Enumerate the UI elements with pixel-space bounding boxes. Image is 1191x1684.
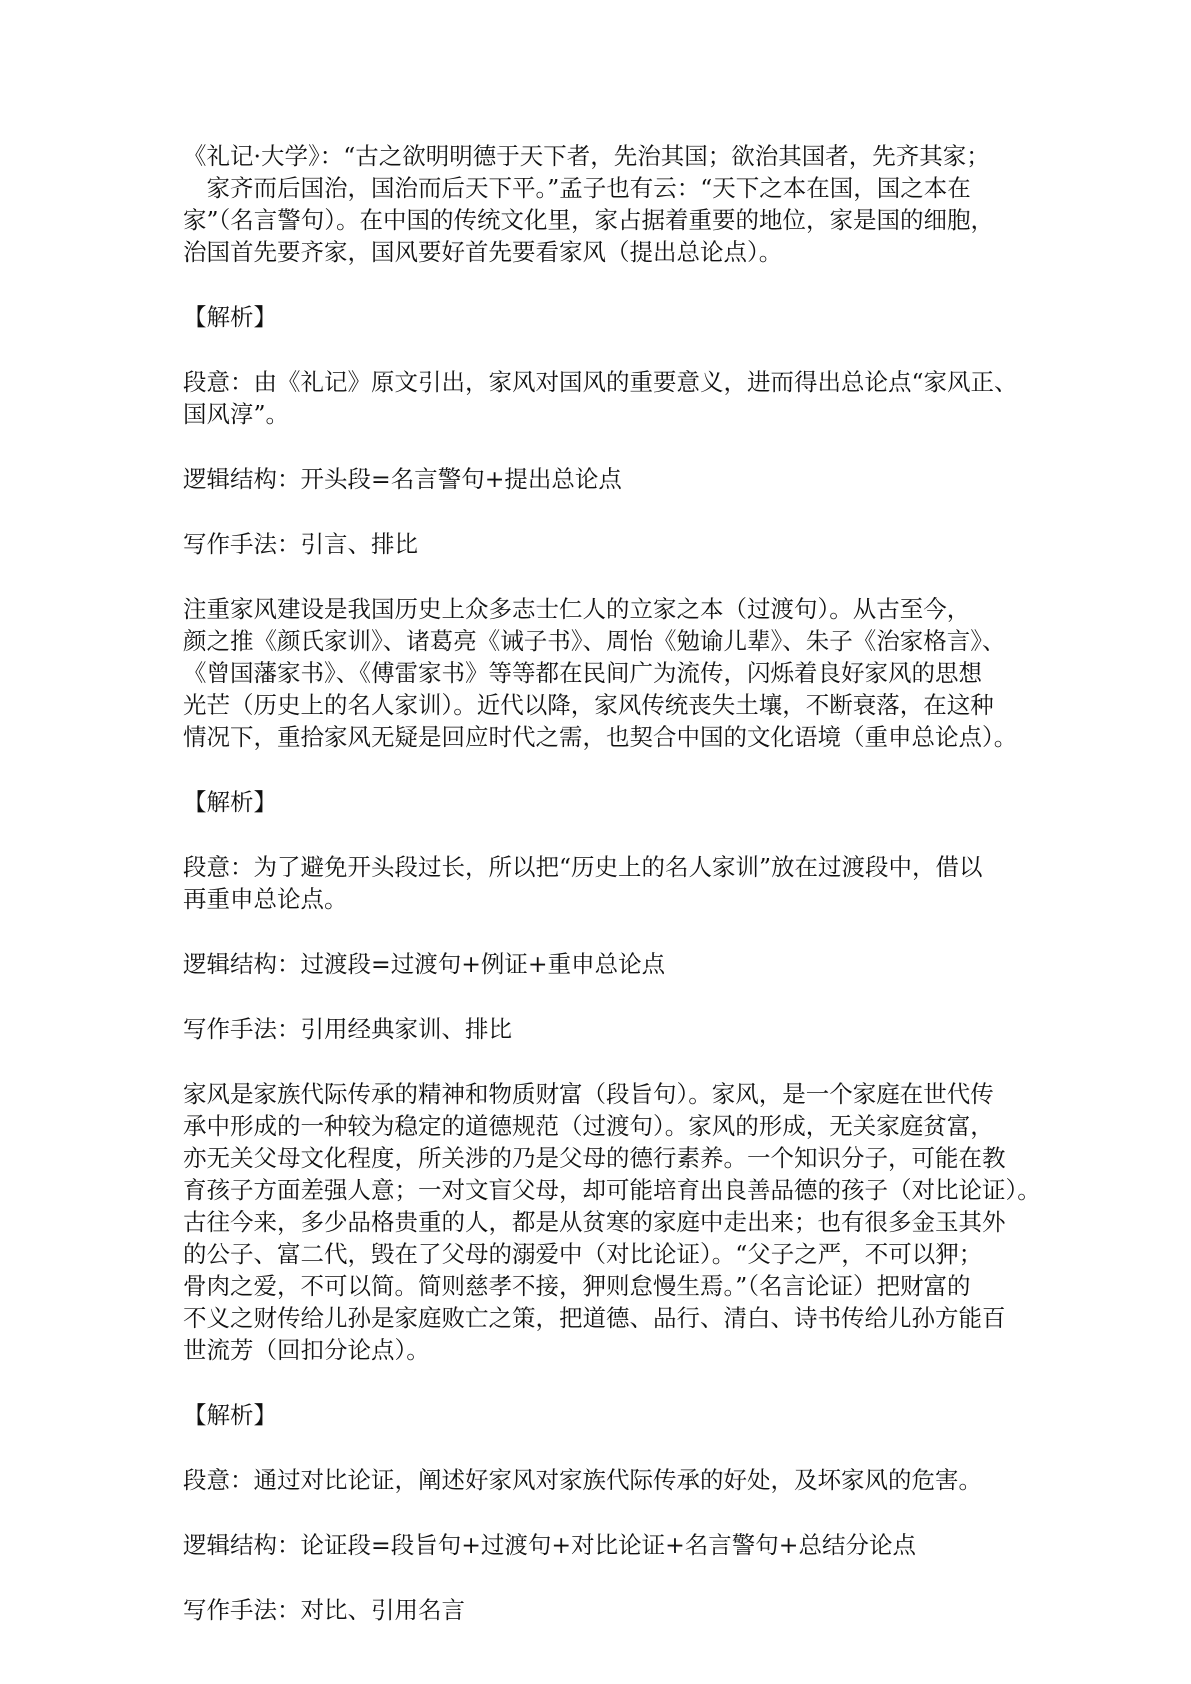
text-line: 家风是家族代际传承的精神和物质财富（段旨句）。家风，是一个家庭在世代传: [183, 1080, 994, 1108]
logic-structure: 逻辑结构：过渡段=过渡句+例证+重申总论点: [183, 950, 666, 978]
text-line: 家齐而后国治，国治而后天下平。”孟子也有云：“天下之本在国，国之本在: [183, 174, 971, 202]
logic-structure: 逻辑结构：开头段=名言警句+提出总论点: [183, 465, 622, 493]
paragraph-transition: [183, 593, 1018, 753]
text-line: 情况下，重拾家风无疑是回应时代之需，也契合中国的文化语境（重申总论点）。: [183, 723, 1018, 751]
text-line: 育孩子方面差强人意；一对文盲父母，却可能培育出良善品德的孩子（对比论证）。: [183, 1176, 1041, 1204]
text-line: 家”（名言警句）。在中国的传统文化里，家占据着重要的地位，家是国的细胞，: [183, 206, 995, 234]
analysis-heading: 【解析】: [183, 303, 277, 331]
text-line: 颜之推《颜氏家训》、诸葛亮《诫子书》、周怡《勉谕儿辈》、朱子《治家格言》、: [183, 627, 1006, 655]
document-page: [183, 140, 1041, 1659]
text-line: 再重申总论点。: [183, 885, 348, 913]
writing-technique: 写作手法：对比、引用名言: [183, 1596, 465, 1624]
text-line: 世流芳（回扣分论点）。: [183, 1336, 430, 1364]
text-line: 承中形成的一种较为稳定的道德规范（过渡句）。家风的形成，无关家庭贫富，: [183, 1112, 994, 1140]
text-line: 治国首先要齐家，国风要好首先要看家风（提出总论点）。: [183, 238, 783, 266]
text-line: 古往今来，多少品格贵重的人，都是从贫寒的家庭中走出来；也有很多金玉其外: [183, 1208, 1006, 1236]
text-line: 亦无关父母文化程度，所关涉的乃是父母的德行素养。一个知识分子，可能在教: [183, 1144, 1006, 1172]
text-line: 段意：由《礼记》原文引出，家风对国风的重要意义，进而得出总论点“家风正、: [183, 368, 1018, 396]
analysis-heading: 【解析】: [183, 1401, 277, 1429]
paragraph-opening: [183, 140, 1013, 268]
text-line: 段意：为了避免开头段过长，所以把“历史上的名人家训”放在过渡段中，借以: [183, 853, 983, 881]
paragraph-meaning: [183, 366, 1018, 430]
text-line: 不义之财传给儿孙是家庭败亡之策，把道德、品行、清白、诗书传给儿孙方能百: [183, 1304, 1006, 1332]
text-line: 骨肉之爱，不可以简。简则慈孝不接，狎则怠慢生焉。”（名言论证）把财富的: [183, 1272, 971, 1300]
paragraph-argument: [183, 1078, 1041, 1366]
logic-structure: 逻辑结构：论证段=段旨句+过渡句+对比论证+名言警句+总结分论点: [183, 1531, 916, 1559]
paragraph-meaning: [183, 1464, 1013, 1496]
paragraph-meaning: [183, 851, 1013, 915]
text-line: 《礼记·大学》：“古之欲明明德于天下者，先治其国；欲治其国者，先齐其家；: [183, 142, 990, 170]
text-line: 国风淳”。: [183, 400, 290, 428]
writing-technique: 写作手法：引言、排比: [183, 530, 418, 558]
analysis-heading: 【解析】: [183, 788, 277, 816]
writing-technique: 写作手法：引用经典家训、排比: [183, 1015, 512, 1043]
text-line: 的公子、富二代，毁在了父母的溺爱中（对比论证）。“父子之严，不可以狎；: [183, 1240, 983, 1268]
text-line: 光芒（历史上的名人家训）。近代以降，家风传统丧失土壤，不断衰落，在这种: [183, 691, 994, 719]
text-line: 注重家风建设是我国历史上众多志士仁人的立家之本（过渡句）。从古至今，: [183, 595, 971, 623]
text-line: 《曾国藩家书》、《傅雷家书》等等都在民间广为流传，闪烁着良好家风的思想: [183, 659, 982, 687]
text-line: 段意：通过对比论证，阐述好家风对家族代际传承的好处，及坏家风的危害。: [183, 1466, 982, 1494]
